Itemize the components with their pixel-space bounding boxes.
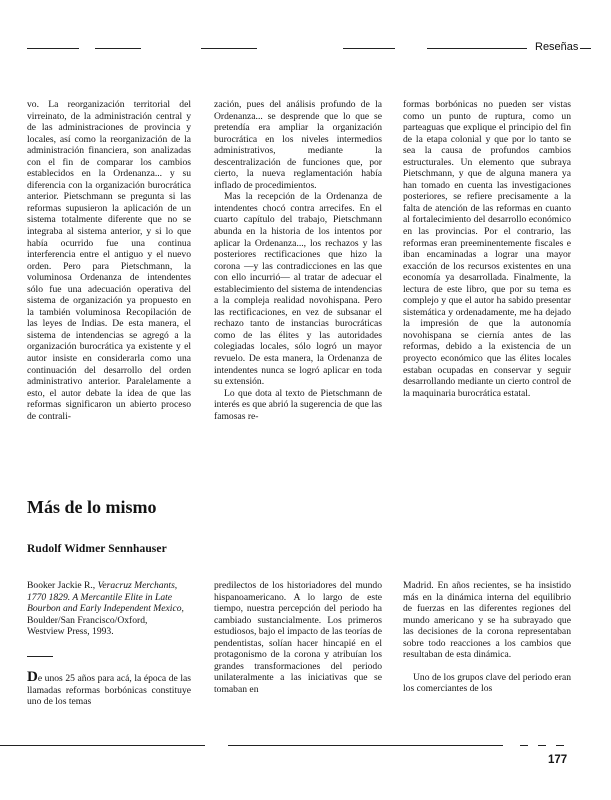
footer-rule (228, 745, 503, 746)
lead-text: e unos 25 años para acá, la época de las llamadas reformas borbónicas constituye uno de los temas (27, 673, 191, 708)
review-author: Rudolf Widmer Sennhauser (27, 543, 167, 555)
paragraph: Madrid. En años recientes, se ha insistido más en la dinámica interna del equilibrio de fuerzas en las diferentes regiones del mundo americano y se ha subrayado que las decisiones de la corona representaban sobre todo reacciones a los cambios que resultaban de esta dinámica. (403, 580, 571, 661)
paragraph: predilectos de los historiadores del mundo hispanoamericano. A lo largo de este tiempo, nuestra percepción del periodo ha cambiado sustancialmente. Los primeros estudiosos, bajo el impacto de las teorías de pendentistas, solían hacer hincapié en el protagonismo de la corona y atribuían los grandes transformaciones del periodo unilateralmente a las iniciativas que se tomaban en (214, 580, 382, 695)
paragraph: Uno de los grupos clave del periodo eran los comerciantes de los (403, 671, 571, 695)
lead-paragraph (27, 669, 191, 708)
footer-rule (538, 745, 546, 746)
top-column-1 (27, 99, 191, 422)
review-column-3 (403, 580, 571, 695)
ref-title: Veracruz Merchants, 1770 1829. A Mercantile Elite in Late Bourbon and Early Independent Mexico, (27, 580, 184, 615)
header-rule (201, 48, 257, 49)
header-rule (343, 48, 395, 49)
header-rule (95, 48, 141, 49)
drop-cap: D (27, 669, 38, 685)
paragraph: Mas la recepción de la Ordenanza de intendentes chocó contra arrecifes. En el cuarto capítulo del trabajo, Pietschmann abunda en la historia de los intentos por aplicar la Ordenanza..., los rechazos y las posteriores rectificaciones que hizo la corona —y las contradicciones en las que con ello incurrió— al tratar de adecuar el establecimiento del sistema de intendencias a la compleja realidad novohispana. Pero las rectificaciones, en vez de subsanar el rechazo tanto de instancias burocráticas como de las élites y las autoridades colegiadas locales, sólo logró un mayor revuelo. De esta manera, la Ordenanza de intendentes nunca se logró aplicar en toda su extensión. (214, 191, 382, 388)
ref-publisher: Boulder/San Francisco/Oxford, Westview Press, 1993. (27, 614, 148, 638)
paragraph: vo. La reorganización territorial del virreinato, de la administración central y de las administraciones de provincia y locales, así como la reorganización de la administración financiera, son analizadas con el fin de comparar los cambios establecidos en la Ordenanza... y su diferencia con la organización burocrática anterior. Pietschmann se pregunta si las reformas supusieron la aplicación de un sistema totalmente diferente que no se integraba al sistema anterior, y si lo que había ocurrido fue una continua interferencia entre el antiguo y el nuevo orden. Pero para Pietschmann, la voluminosa Ordenanza de intendentes sólo fue una adecuación operativa del sistema de organización ya propuesto en la también voluminosa Recopilación de las leyes de Indias. De esta manera, el sistema de intendencias se agregó a la organización burocrática ya existente y el autor insiste en considerarla como una continuación del desarrollo del orden administrativo anterior. Paralelamente a esto, el autor debate la idea de que las reformas significaron un abierto proceso de contrali- (27, 99, 191, 422)
review-column-2 (214, 580, 382, 695)
book-reference (27, 580, 185, 657)
header-rule (427, 48, 527, 49)
paragraph: Lo que dota al texto de Pietschmann de interés es que abrió la sugerencia de que las famosas re- (214, 387, 382, 422)
section-label: Reseñas (535, 41, 579, 53)
page-number: 177 (548, 754, 568, 766)
header-rule (27, 48, 79, 49)
footer-rule (520, 745, 528, 746)
reference-rule (27, 656, 53, 657)
footer-rule (0, 745, 205, 746)
running-header (25, 41, 591, 55)
paragraph: formas borbónicas no pueden ser vistas como un punto de ruptura, como un parteaguas que explique el principio del fin de la etapa colonial y que por lo tanto se sea la causa de profundos cambios estructurales. Un elemento que subraya Pietschmann, y que de alguna manera ya han tomado en cuenta las investigaciones posteriores, se refiere precisamente a la falta de atención de las reformas en cuanto al fortalecimiento del desarrollo económico en las provincias. Por el contrario, las reformas eran preeminentemente fiscales e iban encaminadas a lograr una mayor exacción de los recursos existentes en una economía ya desarrollada. Finalmente, la lectura de este libro, que por su tema es complejo y que el autor ha sabido presentar sistemática y ordenadamente, me ha dejado la impresión de que la autonomía novohispana se ciernía antes de las reformas, debido a la existencia de un proyecto económico que las élites locales estaban ocupadas en conservar y seguir desarrollando mediante un cierto control de la maquinaria burocrática estatal. (403, 99, 571, 399)
ref-author: Booker Jackie R., (27, 580, 96, 591)
top-column-2 (214, 99, 382, 422)
top-column-3 (403, 99, 571, 399)
header-rule (580, 48, 591, 49)
footer-rule (556, 745, 564, 746)
review-title: Más de lo mismo (27, 497, 157, 517)
paragraph: zación, pues del análisis profundo de la Ordenanza... se desprende que lo que se pretendía era ampliar la organización burocrática en los niveles intermedios administrativos, mediante la descentralización de funciones que, por cierto, la nueva reglamentación había inflado de procedimientos. (214, 99, 382, 191)
